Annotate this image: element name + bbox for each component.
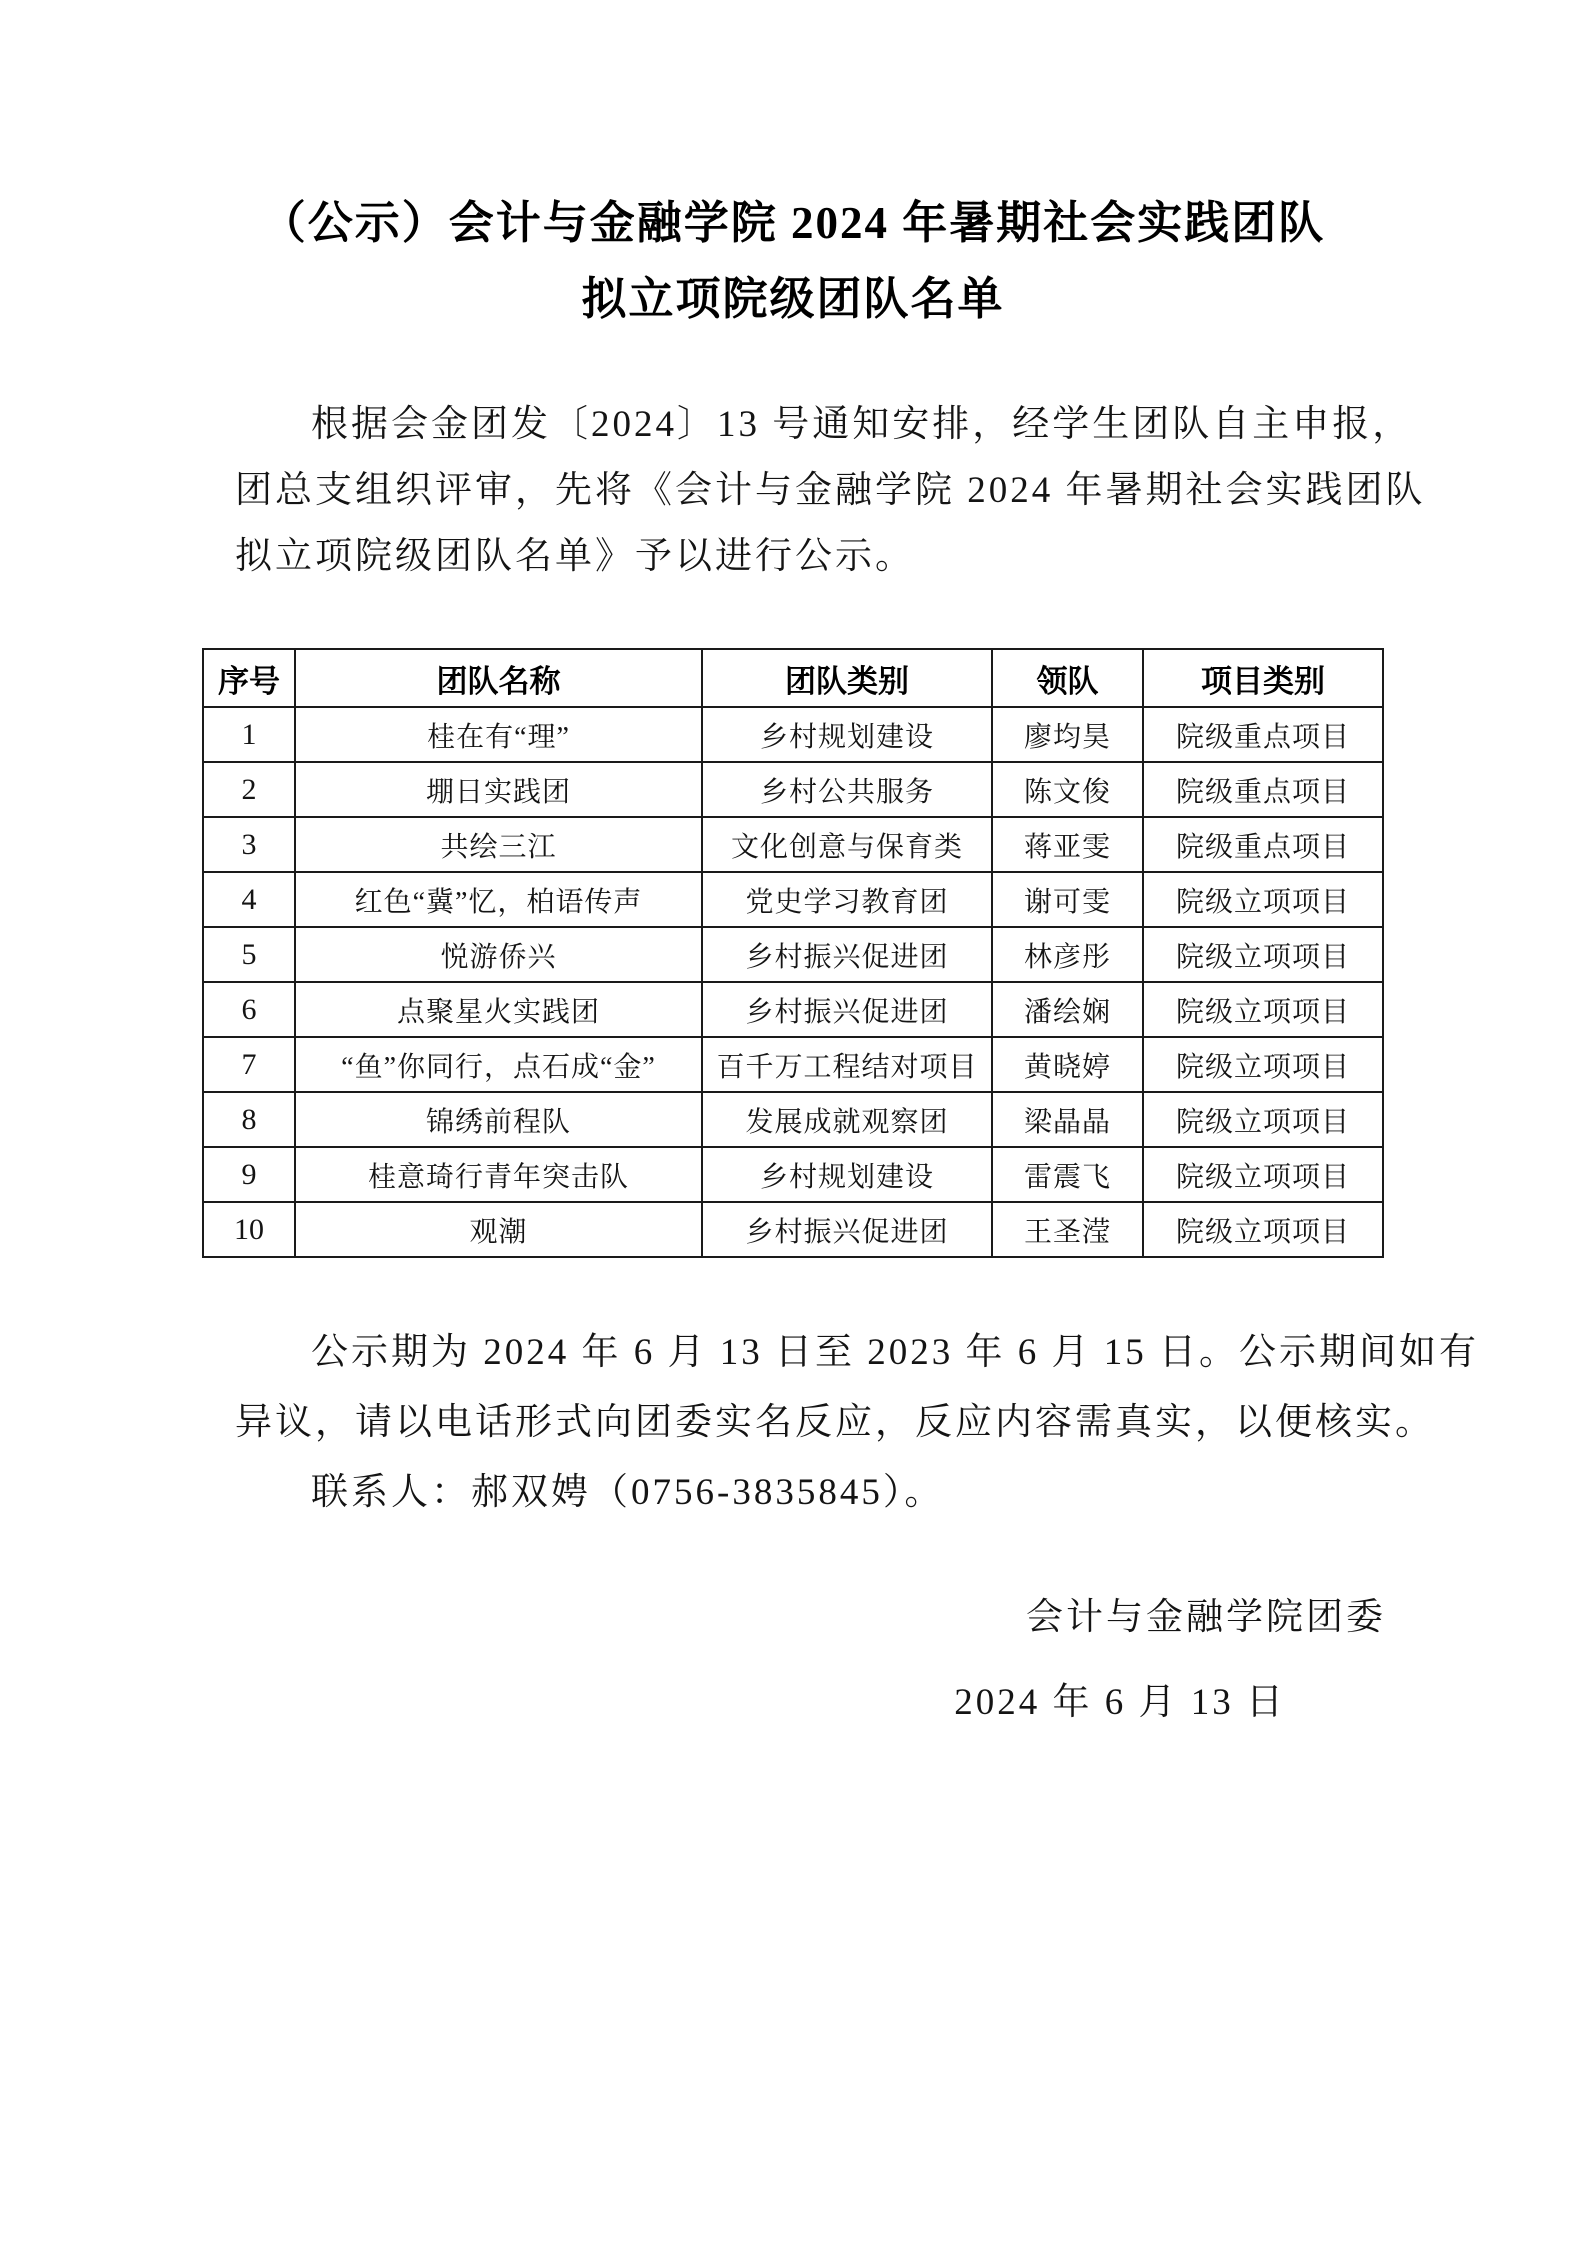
table-row: [203, 1202, 1383, 1257]
cell-project-type: 院级重点项目: [1143, 817, 1383, 872]
table-header-row: [203, 649, 1383, 707]
column-header-leader: 领队: [992, 649, 1143, 707]
cell-no: 1: [203, 707, 295, 762]
cell-leader: 林彦彤: [992, 927, 1143, 982]
cell-team-category: 文化创意与保育类: [702, 817, 992, 872]
cell-leader: 梁晶晶: [992, 1092, 1143, 1147]
cell-no: 2: [203, 762, 295, 817]
cell-project-type: 院级立项项目: [1143, 982, 1383, 1037]
cell-team-name: 堋日实践团: [295, 762, 702, 817]
cell-team-name: “鱼”你同行，点石成“金”: [295, 1037, 702, 1092]
intro-line: 根据会金团发〔2024〕13 号通知安排，经学生团队自主申报，: [311, 404, 1413, 445]
table-row: [203, 982, 1383, 1037]
cell-team-name: 红色“冀”忆，柏语传声: [295, 872, 702, 927]
cell-team-category: 乡村振兴促进团: [702, 1202, 992, 1257]
cell-team-name: 共绘三江: [295, 817, 702, 872]
cell-team-name: 桂在有“理”: [295, 707, 702, 762]
document-title-line1: （公示）会计与金融学院 2024 年暑期社会实践团队: [260, 198, 1326, 248]
cell-project-type: 院级立项项目: [1143, 1092, 1383, 1147]
cell-project-type: 院级立项项目: [1143, 872, 1383, 927]
cell-team-name: 桂意琦行青年突击队: [295, 1147, 702, 1202]
column-header-category: 团队类别: [702, 649, 992, 707]
cell-no: 4: [203, 872, 295, 927]
cell-no: 6: [203, 982, 295, 1037]
column-header-type: 项目类别: [1143, 649, 1383, 707]
intro-line: 拟立项院级团队名单》予以进行公示。: [235, 536, 915, 577]
cell-project-type: 院级立项项目: [1143, 1147, 1383, 1202]
cell-leader: 王圣滢: [992, 1202, 1143, 1257]
cell-project-type: 院级重点项目: [1143, 707, 1383, 762]
cell-leader: 廖均昊: [992, 707, 1143, 762]
cell-team-category: 党史学习教育团: [702, 872, 992, 927]
cell-leader: 雷震飞: [992, 1147, 1143, 1202]
column-header-name: 团队名称: [295, 649, 702, 707]
table-row: [203, 872, 1383, 927]
cell-project-type: 院级立项项目: [1143, 1037, 1383, 1092]
cell-team-category: 乡村规划建设: [702, 1147, 992, 1202]
cell-project-type: 院级立项项目: [1143, 1202, 1383, 1257]
table-row: [203, 817, 1383, 872]
intro-paragraph: [0, 392, 1586, 590]
cell-no: 3: [203, 817, 295, 872]
table-row: [203, 1147, 1383, 1202]
cell-team-category: 乡村公共服务: [702, 762, 992, 817]
table-row: [203, 1037, 1383, 1092]
table-row: [203, 762, 1383, 817]
cell-leader: 谢可雯: [992, 872, 1143, 927]
cell-leader: 陈文俊: [992, 762, 1143, 817]
signature-block: [0, 1583, 1586, 1738]
teams-table: [202, 648, 1384, 1258]
cell-project-type: 院级立项项目: [1143, 927, 1383, 982]
cell-leader: 蒋亚雯: [992, 817, 1143, 872]
closing-line: 公示期为 2024 年 6 月 13 日至 2023 年 6 月 15 日。公示期间如有: [311, 1332, 1479, 1373]
cell-team-category: 发展成就观察团: [702, 1092, 992, 1147]
cell-team-category: 百千万工程结对项目: [702, 1037, 992, 1092]
table-row: [203, 927, 1383, 982]
cell-team-category: 乡村规划建设: [702, 707, 992, 762]
cell-leader: 黄晓婷: [992, 1037, 1143, 1092]
column-header-no: 序号: [203, 649, 295, 707]
signature-org: 会计与金融学院团委: [1026, 1597, 1386, 1638]
table-row: [203, 707, 1383, 762]
document-title: [0, 185, 1586, 337]
intro-line: 团总支组织评审，先将《会计与金融学院 2024 年暑期社会实践团队: [235, 470, 1426, 511]
cell-no: 5: [203, 927, 295, 982]
cell-no: 10: [203, 1202, 295, 1257]
signature-date: 2024 年 6 月 13 日: [954, 1682, 1286, 1723]
cell-team-name: 观潮: [295, 1202, 702, 1257]
cell-no: 7: [203, 1037, 295, 1092]
cell-no: 9: [203, 1147, 295, 1202]
cell-team-category: 乡村振兴促进团: [702, 982, 992, 1037]
cell-project-type: 院级重点项目: [1143, 762, 1383, 817]
document-title-line2: 拟立项院级团队名单: [581, 274, 1005, 324]
cell-team-name: 点聚星火实践团: [295, 982, 702, 1037]
contact-line: 联系人：郝双娉（0756-3835845）。: [311, 1472, 945, 1513]
cell-team-category: 乡村振兴促进团: [702, 927, 992, 982]
cell-team-name: 悦游侨兴: [295, 927, 702, 982]
table-row: [203, 1092, 1383, 1147]
closing-line: 异议，请以电话形式向团委实名反应，反应内容需真实，以便核实。: [235, 1402, 1435, 1443]
cell-no: 8: [203, 1092, 295, 1147]
cell-leader: 潘绘娴: [992, 982, 1143, 1037]
closing-paragraph: [0, 1318, 1586, 1528]
cell-team-name: 锦绣前程队: [295, 1092, 702, 1147]
